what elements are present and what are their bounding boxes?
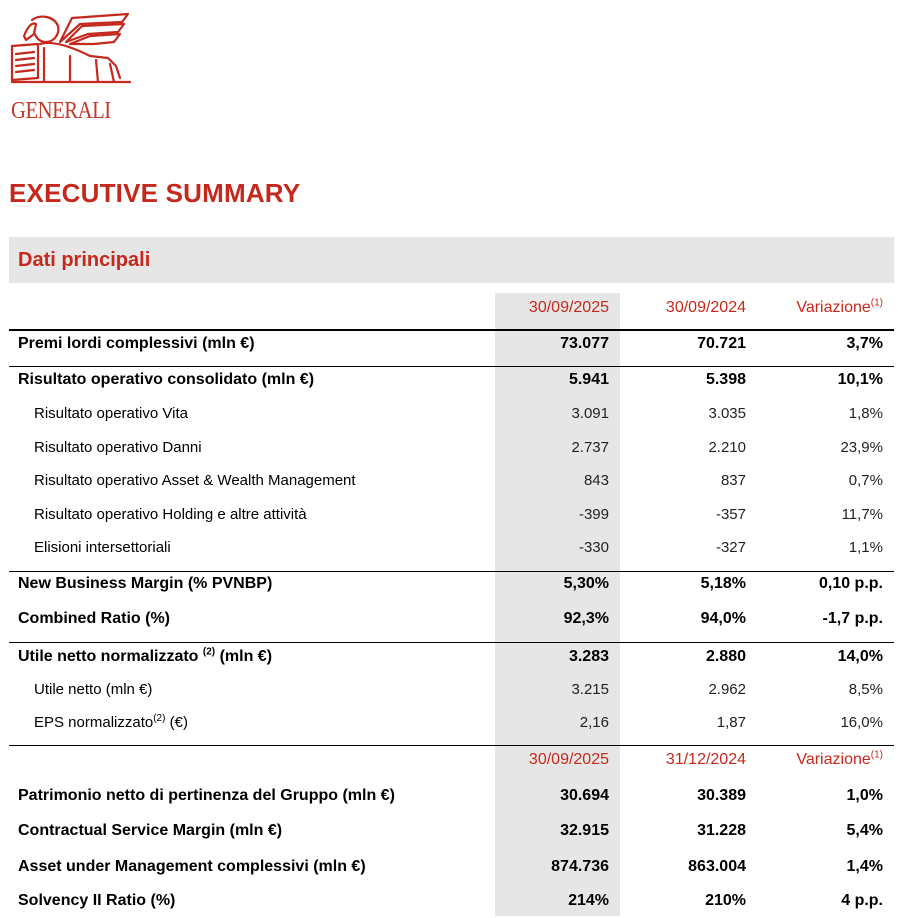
table-row: Patrimonio netto di pertinenza del Gruppo (mln €) 30.694 30.389 1,0% [18, 787, 883, 804]
table-row: EPS normalizzato$^{(2)}$ (€) 2,16 1,87 16,0% [34, 713, 883, 731]
table-row: Risultato operativo Vita 3.091 3.035 1,8% [34, 405, 883, 422]
table-row: Elisioni intersettoriali -330 -327 1,1% [34, 539, 883, 556]
brand-wordmark: GENERALI [11, 98, 111, 124]
table-row: Utile netto normalizzato $^{(2)}$ (mln €) 3.283 2.880 14,0% [18, 646, 883, 665]
table-row: Utile netto (mln €) 3.215 2.962 8,5% [34, 681, 883, 698]
table-row: Risultato operativo Asset & Wealth Management 843 837 0,7% [34, 472, 883, 489]
header-col-variation: Variazione$^{(1)}$ [796, 297, 883, 316]
table-row: Solvency II Ratio (%) 214% 210% 4 p.p. [18, 892, 883, 909]
table-row: Combined Ratio (%) 92,3% 94,0% -1,7 p.p. [18, 610, 883, 627]
header-col-previous: 31/12/2024 [665, 751, 746, 768]
header-col-variation: Variazione$^{(1)}$ [796, 749, 883, 768]
generali-logo [10, 12, 135, 124]
header-col-current: 30/09/2025 [528, 299, 609, 316]
header-col-current: 30/09/2025 [528, 751, 609, 768]
section-title: Dati principali [18, 249, 151, 271]
table-row: Premi lordi complessivi (mln €) 73.077 70.721 3,7% [18, 335, 883, 352]
page-title: EXECUTIVE SUMMARY [9, 178, 301, 208]
table-row: Contractual Service Margin (mln €) 32.915 31.228 5,4% [18, 822, 883, 839]
table-header [9, 743, 894, 777]
table-row: Risultato operativo Holding e altre attività -399 -357 11,7% [34, 506, 883, 523]
header-col-previous: 30/09/2024 [665, 299, 746, 316]
lion-icon [10, 12, 132, 84]
table-row: Risultato operativo Danni 2.737 2.210 23,9% [34, 439, 883, 456]
table-row: New Business Margin (% PVNBP) 5,30% 5,18% 0,10 p.p. [18, 575, 883, 592]
table-row: Asset under Management complessivi (mln €) 874.736 863.004 1,4% [18, 858, 883, 875]
table-header [9, 291, 894, 325]
section-header [9, 237, 894, 283]
table-row: Risultato operativo consolidato (mln €) 5.941 5.398 10,1% [18, 371, 883, 388]
